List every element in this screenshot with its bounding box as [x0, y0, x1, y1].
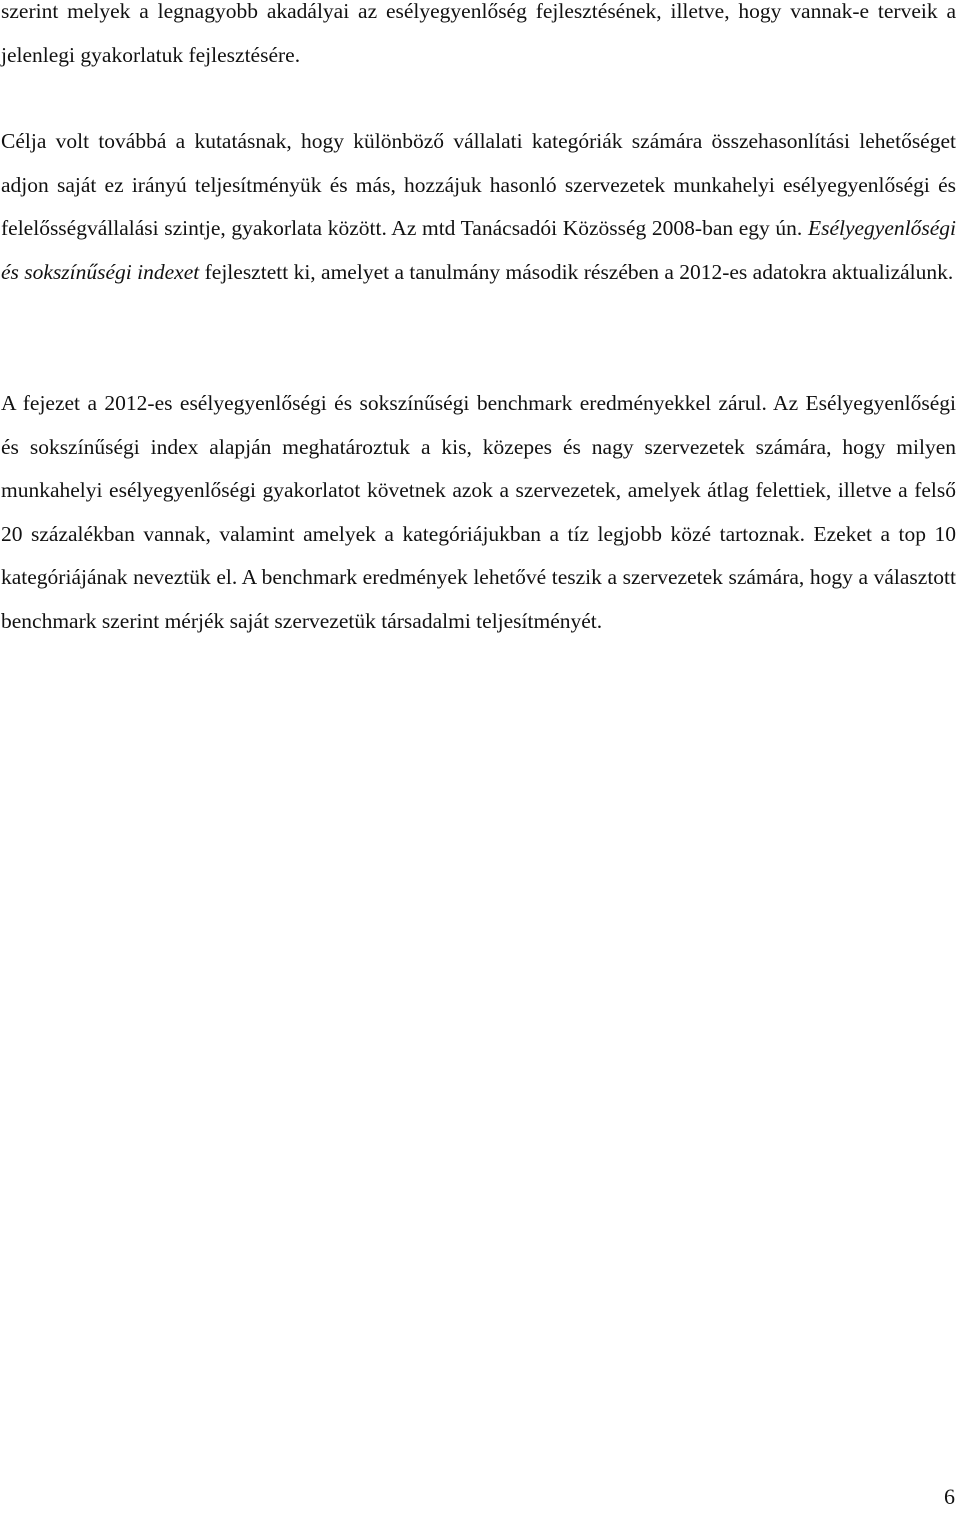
paragraph-2-italic-term: Esélyegyenlőségi és sokszínűségi indexet: [1, 216, 956, 284]
paragraph-1: [1, 0, 956, 77]
page-number: 6: [944, 1484, 955, 1509]
paragraph-3: [1, 382, 956, 644]
paragraph-2-text-before-italic: Célja volt továbbá a kutatásnak, hogy különböző vállalati kategóriák számára összehasonlítási lehetőséget adjon saját ez irányú teljesítményük és más, hozzájuk hasonló szervezetek munkahelyi esélyegyenlőségi és felelősségvállalási szintje, gyakorlata között. Az mtd Tanácsadói Közösség 2008-ban egy ún.: [1, 129, 956, 241]
paragraph-1-text: szerint melyek a legnagyobb akadályai az esélyegyenlőség fejlesztésének, illetve, hogy vannak-e terveik a jelenlegi gyakorlatuk fejlesztésére.: [1, 0, 956, 67]
paragraph-2: [1, 120, 956, 294]
paragraph-3-text: A fejezet a 2012-es esélyegyenlőségi és sokszínűségi benchmark eredményekkel zárul. Az Esélyegyenlőségi és sokszínűségi index alapján meghatároztuk a kis, közepes és nagy szervezetek számára, hogy milyen munkahelyi esélyegyenlőségi gyakorlatot követnek azok a szervezetek, amelyek átlag felettiek, illetve a felső 20 százalékban vannak, valamint amelyek a kategóriájukban a tíz legjobb közé tartoznak. Ezeket a top 10 kategóriájának neveztük el. A benchmark eredmények lehetővé teszik a szervezetek számára, hogy a választott benchmark szerint mérjék saját szervezetük társadalmi teljesítményét.: [1, 391, 956, 633]
paragraph-2-text-after-italic: fejlesztett ki, amelyet a tanulmány második részében a 2012-es adatokra aktualizálunk.: [199, 259, 954, 284]
